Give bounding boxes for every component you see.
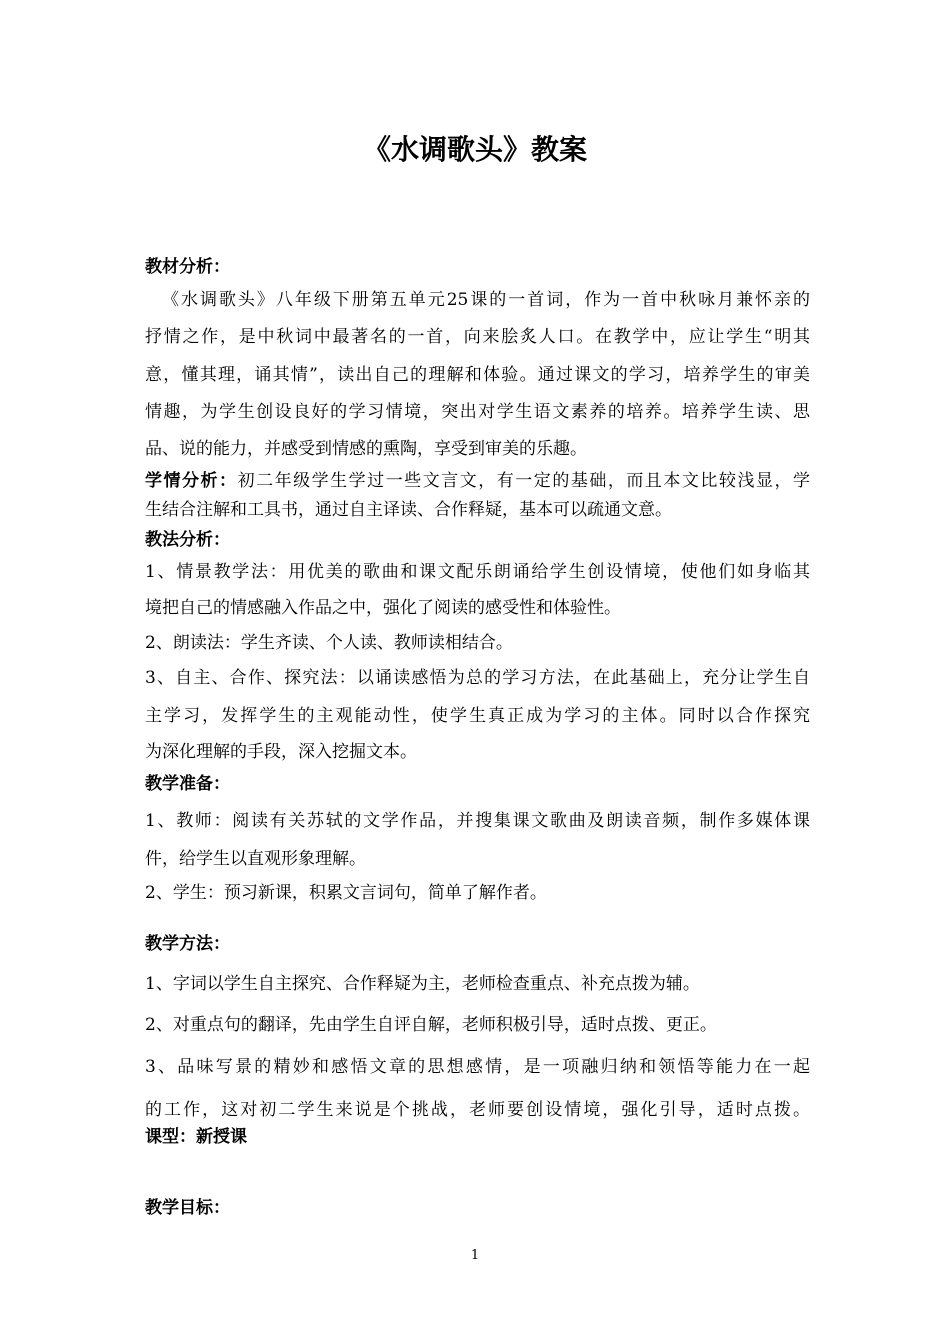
paragraph-line: 生结合注解和工具书，通过自主译读、合作释疑，基本可以疏通文意。 [145,500,672,520]
heading-textbook-analysis: 教材分析： [145,257,230,277]
heading-teaching-objectives: 教学目标： [145,1198,230,1218]
paragraph-line: 境把自己的情感融入作品之中，强化了阅读的感受性和体验性。 [145,598,621,618]
paragraph-line: 的工作，这对初二学生来说是个挑战，老师要创设情境，强化引导，适时点拨。 [145,1100,810,1120]
paragraph-line: 3、品味写景的精妙和感悟文章的思想感情，是一项融归纳和领悟等能力在一起 [145,1057,810,1077]
paragraph-line: 《水调歌头》八年级下册第五单元25课的一首词，作为一首中秋咏月兼怀亲的 [162,290,810,310]
heading-teaching-methods: 教学方法： [145,934,230,954]
paragraph-line: 1、教师：阅读有关苏轼的文学作品，并搜集课文歌曲及朗读音频，制作多媒体课 [145,811,810,831]
heading-preparation: 教学准备： [145,774,230,794]
paragraph-line: 3、自主、合作、探究法：以诵读感悟为总的学习方法，在此基础上，充分让学生自 [145,668,810,688]
paragraph-line: 品、说的能力，并感受到情感的熏陶，享受到审美的乐趣。 [145,439,587,459]
paragraph-line: 主学习，发挥学生的主观能动性，使学生真正成为学习的主体。同时以合作探究 [145,706,810,726]
paragraph-line: 情趣，为学生创设良好的学习情境，突出对学生语文素养的培养。培养学生读、思 [145,402,810,422]
page-number: 1 [470,1248,480,1263]
heading-method-analysis: 教法分析： [145,530,230,550]
paragraph-line: 1、字词以学生自主探究、合作释疑为主，老师检查重点、补充点拨为辅。 [145,974,700,994]
paragraph-line: 1、情景教学法：用优美的歌曲和课文配乐朗诵给学生创设情境，使他们如身临其 [145,562,810,582]
paragraph-student-analysis [145,470,810,492]
paragraph-line: 件，给学生以直观形象理解。 [145,849,366,869]
document-title: 《水调歌头》教案 [362,133,587,166]
paragraph-line: 抒情之作，是中秋词中最著名的一首，向来脍炙人口。在教学中，应让学生“明其 [145,327,810,347]
paragraph-line: 意，懂其理，诵其情”，读出自己的理解和体验。通过课文的学习，培养学生的审美 [145,365,810,385]
paragraph-line: 为深化理解的手段，深入挖掘文本。 [145,742,417,762]
paragraph-line: 2、朗读法：学生齐读、个人读、教师读相结合。 [145,633,513,653]
paragraph-line: 2、学生：预习新课，积累文言词句，简单了解作者。 [145,883,547,903]
paragraph-line: 2、对重点句的翻译，先由学生自评自解，老师积极引导，适时点拨、更正。 [145,1015,717,1035]
heading-student-analysis: 学情分析： [145,471,238,491]
paragraph-line: 初二年级学生学过一些文言文，有一定的基础，而且本文比较浅显，学 [237,471,811,491]
lesson-type: 课型：新授课 [145,1127,247,1147]
